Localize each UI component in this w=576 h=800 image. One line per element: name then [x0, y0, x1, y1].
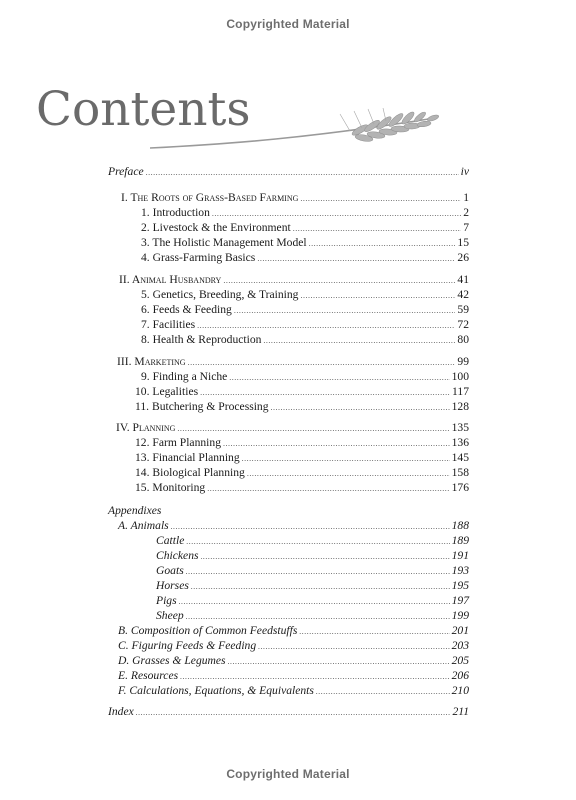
toc-entry-label: IV. Planning: [116, 421, 176, 434]
toc-entry-page: 135: [451, 421, 469, 434]
toc-entry-label: 10. Legalities: [135, 385, 199, 398]
dot-leader: [186, 537, 449, 546]
toc-entry-label: 9. Finding a Niche: [141, 370, 228, 383]
toc-entry-label: 3. The Holistic Management Model: [141, 236, 307, 249]
toc-entry-page: 210: [451, 684, 469, 697]
toc-chapter[interactable]: [141, 333, 469, 348]
toc-entry-label: E. Resources: [118, 669, 179, 682]
toc-appendix-subitem[interactable]: [156, 549, 469, 564]
toc-entry-page: 205: [451, 654, 469, 667]
dot-leader: [299, 627, 449, 636]
toc-entry-page: iv: [460, 165, 469, 178]
toc-entry-label: III. Marketing: [117, 355, 186, 368]
toc-entry-page: 206: [451, 669, 469, 682]
toc-chapter[interactable]: [135, 436, 469, 451]
toc-entry-page: 203: [451, 639, 469, 652]
copyright-footer: Copyrighted Material: [226, 767, 350, 781]
toc-entry-label: A. Animals: [118, 519, 169, 532]
dot-leader: [180, 672, 450, 681]
toc-entry-label: Index: [108, 705, 134, 718]
dot-leader: [309, 239, 456, 248]
appendixes-heading: Appendixes: [108, 504, 162, 517]
toc-entry-page: 7: [463, 221, 469, 234]
dot-leader: [234, 306, 456, 315]
toc-entry-label: 2. Livestock & the Environment: [141, 221, 291, 234]
toc-chapter[interactable]: [135, 481, 469, 496]
toc-entry-page: 189: [451, 534, 469, 547]
dot-leader: [263, 336, 455, 345]
dot-leader: [197, 321, 455, 330]
toc-part[interactable]: [121, 191, 469, 206]
dot-leader: [186, 612, 450, 621]
toc-entry-label: 5. Genetics, Breeding, & Training: [141, 288, 299, 301]
toc-part[interactable]: [119, 273, 469, 288]
dot-leader: [223, 439, 450, 448]
dot-leader: [271, 403, 450, 412]
dot-leader: [136, 708, 451, 717]
dot-leader: [293, 224, 461, 233]
toc-appendix-subitem[interactable]: [156, 534, 469, 549]
toc-entry-label: D. Grasses & Legumes: [118, 654, 226, 667]
toc-entry-page: 136: [451, 436, 469, 449]
toc-chapter[interactable]: [135, 400, 469, 415]
toc-entry-page: 117: [452, 385, 469, 398]
toc-entry-label: F. Calculations, Equations, & Equivalents: [118, 684, 314, 697]
toc-entry-page: 80: [457, 333, 469, 346]
toc-entry-page: 191: [451, 549, 469, 562]
toc-entry-page: 188: [451, 519, 469, 532]
toc-chapter[interactable]: [141, 221, 469, 236]
toc-entry-label: 12. Farm Planning: [135, 436, 221, 449]
toc-entry-label: II. Animal Husbandry: [119, 273, 222, 286]
dot-leader: [201, 552, 450, 561]
toc-entry-label: Chickens: [156, 549, 199, 562]
dot-leader: [228, 657, 450, 666]
toc-chapter[interactable]: [141, 370, 469, 385]
toc-appendix[interactable]: [118, 684, 469, 699]
toc-appendix-subitem[interactable]: [156, 579, 469, 594]
toc-chapter[interactable]: [141, 288, 469, 303]
toc-entry-label: 14. Biological Planning: [135, 466, 245, 479]
toc-entry-label: B. Composition of Common Feedstuffs: [118, 624, 298, 637]
wheat-stalk-icon: [150, 108, 445, 156]
toc-chapter[interactable]: [141, 251, 469, 266]
toc-entry-label: 11. Butchering & Processing: [135, 400, 269, 413]
toc-entry-label: C. Figuring Feeds & Feeding: [118, 639, 257, 652]
toc-appendix-subitem[interactable]: [156, 609, 469, 624]
dot-leader: [179, 597, 450, 606]
page-title: Contents: [36, 82, 251, 137]
dot-leader: [258, 642, 449, 651]
toc-entry-page: 193: [451, 564, 469, 577]
toc-entry-label: Horses: [156, 579, 189, 592]
toc-entry-page: 26: [457, 251, 469, 264]
toc-appendix[interactable]: [118, 624, 469, 639]
toc-chapter[interactable]: [141, 318, 469, 333]
toc-appendix[interactable]: [118, 669, 469, 684]
dot-leader: [257, 254, 455, 263]
toc-appendix[interactable]: [118, 639, 469, 654]
toc-entry-page: 176: [451, 481, 469, 494]
toc-entry-label: I. The Roots of Grass-Based Farming: [121, 191, 299, 204]
toc-entry-page: 201: [451, 624, 469, 637]
toc-appendix-subitem[interactable]: [156, 564, 469, 579]
toc-entry-label: Pigs: [156, 594, 177, 607]
dot-leader: [177, 424, 449, 433]
toc-entry-label: 1. Introduction: [141, 206, 210, 219]
toc-entry-page: 158: [451, 466, 469, 479]
toc-chapter[interactable]: [141, 206, 469, 221]
toc-entry-page: 128: [451, 400, 469, 413]
toc-entry-page: 41: [457, 273, 469, 286]
toc-entry-page: 1: [463, 191, 469, 204]
toc-chapter[interactable]: [141, 303, 469, 318]
toc-entry-label: 4. Grass-Farming Basics: [141, 251, 256, 264]
toc-entry-page: 145: [451, 451, 469, 464]
toc-appendix[interactable]: [118, 654, 469, 669]
toc-entry-page: 100: [451, 370, 469, 383]
copyright-header: Copyrighted Material: [226, 17, 350, 31]
dot-leader: [300, 291, 455, 300]
toc-entry-page: 211: [452, 705, 469, 718]
dot-leader: [188, 358, 456, 367]
toc-entry-label: Preface: [108, 165, 144, 178]
dot-leader: [212, 209, 461, 218]
dot-leader: [247, 469, 450, 478]
toc-entry-page: 195: [451, 579, 469, 592]
toc-chapter[interactable]: [135, 451, 469, 466]
toc-entry-label: Cattle: [156, 534, 185, 547]
toc-appendix[interactable]: [118, 519, 469, 534]
toc-entry-page: 42: [457, 288, 469, 301]
toc-entry-label: 8. Health & Reproduction: [141, 333, 262, 346]
toc-part[interactable]: [117, 355, 469, 370]
toc-chapter[interactable]: [135, 385, 469, 400]
dot-leader: [223, 276, 455, 285]
toc-entry-label: 6. Feeds & Feeding: [141, 303, 232, 316]
dot-leader: [229, 373, 449, 382]
dot-leader: [207, 484, 449, 493]
toc-entry-page: 99: [457, 355, 469, 368]
toc-entry-page: 2: [463, 206, 469, 219]
dot-leader: [242, 454, 450, 463]
toc-entry-label: 7. Facilities: [141, 318, 196, 331]
toc-part[interactable]: [116, 421, 469, 436]
toc-entry-index[interactable]: [108, 705, 469, 720]
toc-entry-page: 15: [457, 236, 469, 249]
toc-entry-label: Goats: [156, 564, 184, 577]
dot-leader: [316, 687, 450, 696]
toc-entry-label: 15. Monitoring: [135, 481, 206, 494]
toc-entry-page: 72: [457, 318, 469, 331]
toc-chapter[interactable]: [141, 236, 469, 251]
dot-leader: [300, 194, 461, 203]
toc-entry-page: 197: [451, 594, 469, 607]
toc-entry-preface[interactable]: [108, 165, 469, 180]
dot-leader: [191, 582, 450, 591]
toc-chapter[interactable]: [135, 466, 469, 481]
toc-entry-label: Sheep: [156, 609, 184, 622]
dot-leader: [171, 522, 450, 531]
toc-entry-page: 199: [451, 609, 469, 622]
dot-leader: [146, 168, 459, 177]
toc-appendix-subitem[interactable]: [156, 594, 469, 609]
toc-entry-label: 13. Financial Planning: [135, 451, 240, 464]
toc-entry-page: 59: [457, 303, 469, 316]
dot-leader: [200, 388, 450, 397]
dot-leader: [186, 567, 450, 576]
